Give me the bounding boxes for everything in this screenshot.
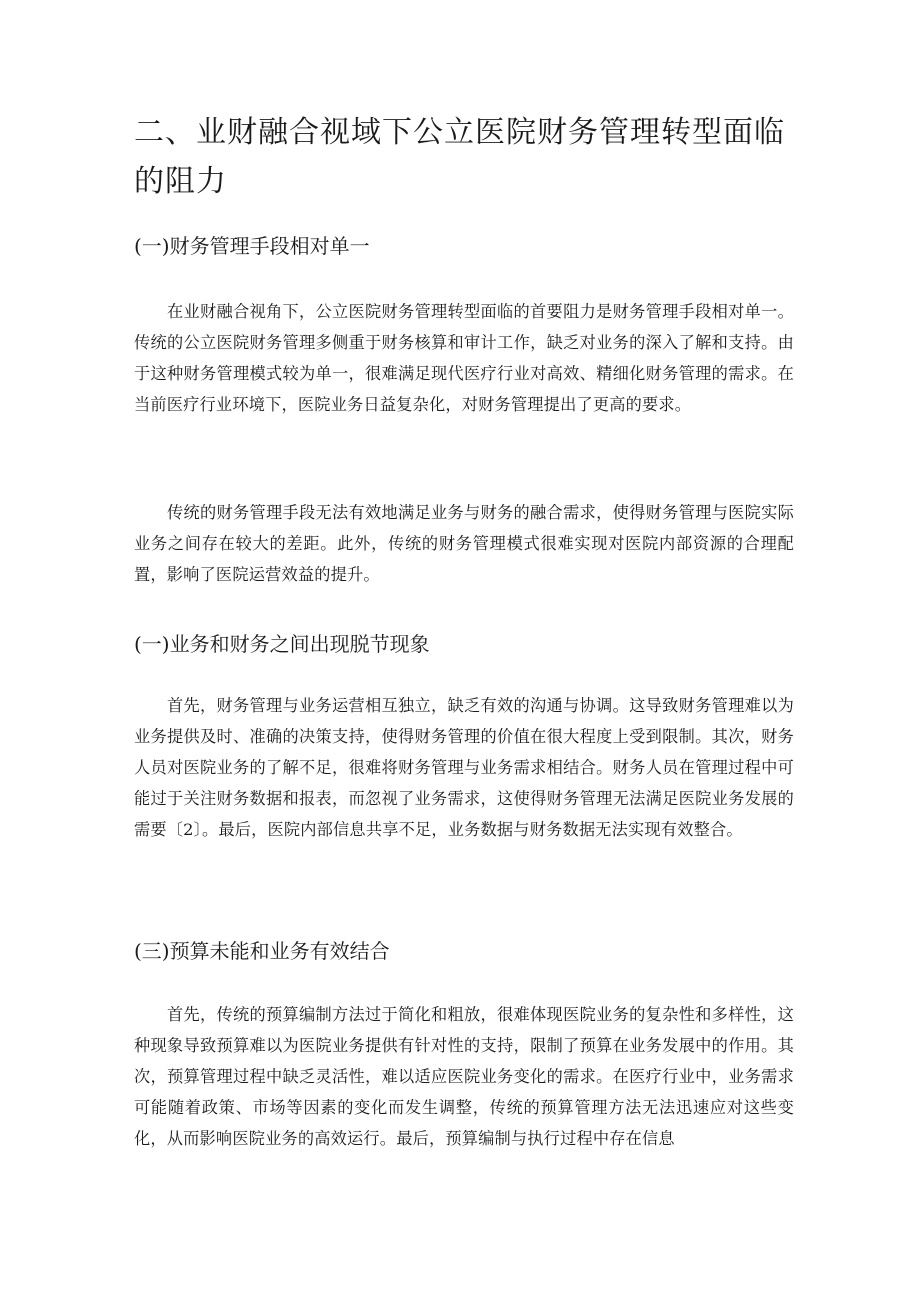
section-1-paragraph-2: 传统的财务管理手段无法有效地满足业务与财务的融合需求，使得财务管理与医院实际业务之间存在较大的差距。此外，传统的财务管理模式很难实现对医院内部资源的合理配置，影响了医院运营效益的提升。: [134, 503, 794, 584]
section-heading-3: (三)预算未能和业务有效结合: [134, 939, 390, 963]
section-2-paragraph-1: 首先，财务管理与业务运营相互独立，缺乏有效的沟通与协调。这导致财务管理难以为业务提供及时、准确的决策支持，使得财务管理的价值在很大程度上受到限制。其次，财务人员对医院业务的了解不足，很难将财务管理与业务需求相结合。财务人员在管理过程中可能过于关注财务数据和报表，而忽视了业务需求，这使得财务管理无法满足医院业务发展的需要〔2〕。最后，医院内部信息共享不足，业务数据与财务数据无法实现有效整合。: [134, 696, 794, 839]
section-heading-1: (一)财务管理手段相对单一: [134, 234, 370, 258]
page-title: 二、业财融合视域下公立医院财务管理转型面临的阻力: [134, 115, 785, 199]
section-3-paragraph-1: 首先，传统的预算编制方法过于简化和粗放，很难体现医院业务的复杂性和多样性，这种现象导致预算难以为医院业务提供有针对性的支持，限制了预算在业务发展中的作用。其次，预算管理过程中缺乏灵活性，难以适应医院业务变化的需求。在医疗行业中，业务需求可能随着政策、市场等因素的变化而发生调整，传统的预算管理方法无法迅速应对这些变化，从而影响医院业务的高效运行。最后，预算编制与执行过程中存在信息: [134, 1005, 794, 1148]
section-1-paragraph-1: 在业财融合视角下，公立医院财务管理转型面临的首要阻力是财务管理手段相对单一。传统的公立医院财务管理多侧重于财务核算和审计工作，缺乏对业务的深入了解和支持。由于这种财务管理模式较为单一，很难满足现代医疗行业对高效、精细化财务管理的需求。在当前医疗行业环境下，医院业务日益复杂化，对财务管理提出了更高的要求。: [134, 302, 794, 414]
section-heading-2: (一)业务和财务之间出现脱节现象: [134, 632, 430, 656]
